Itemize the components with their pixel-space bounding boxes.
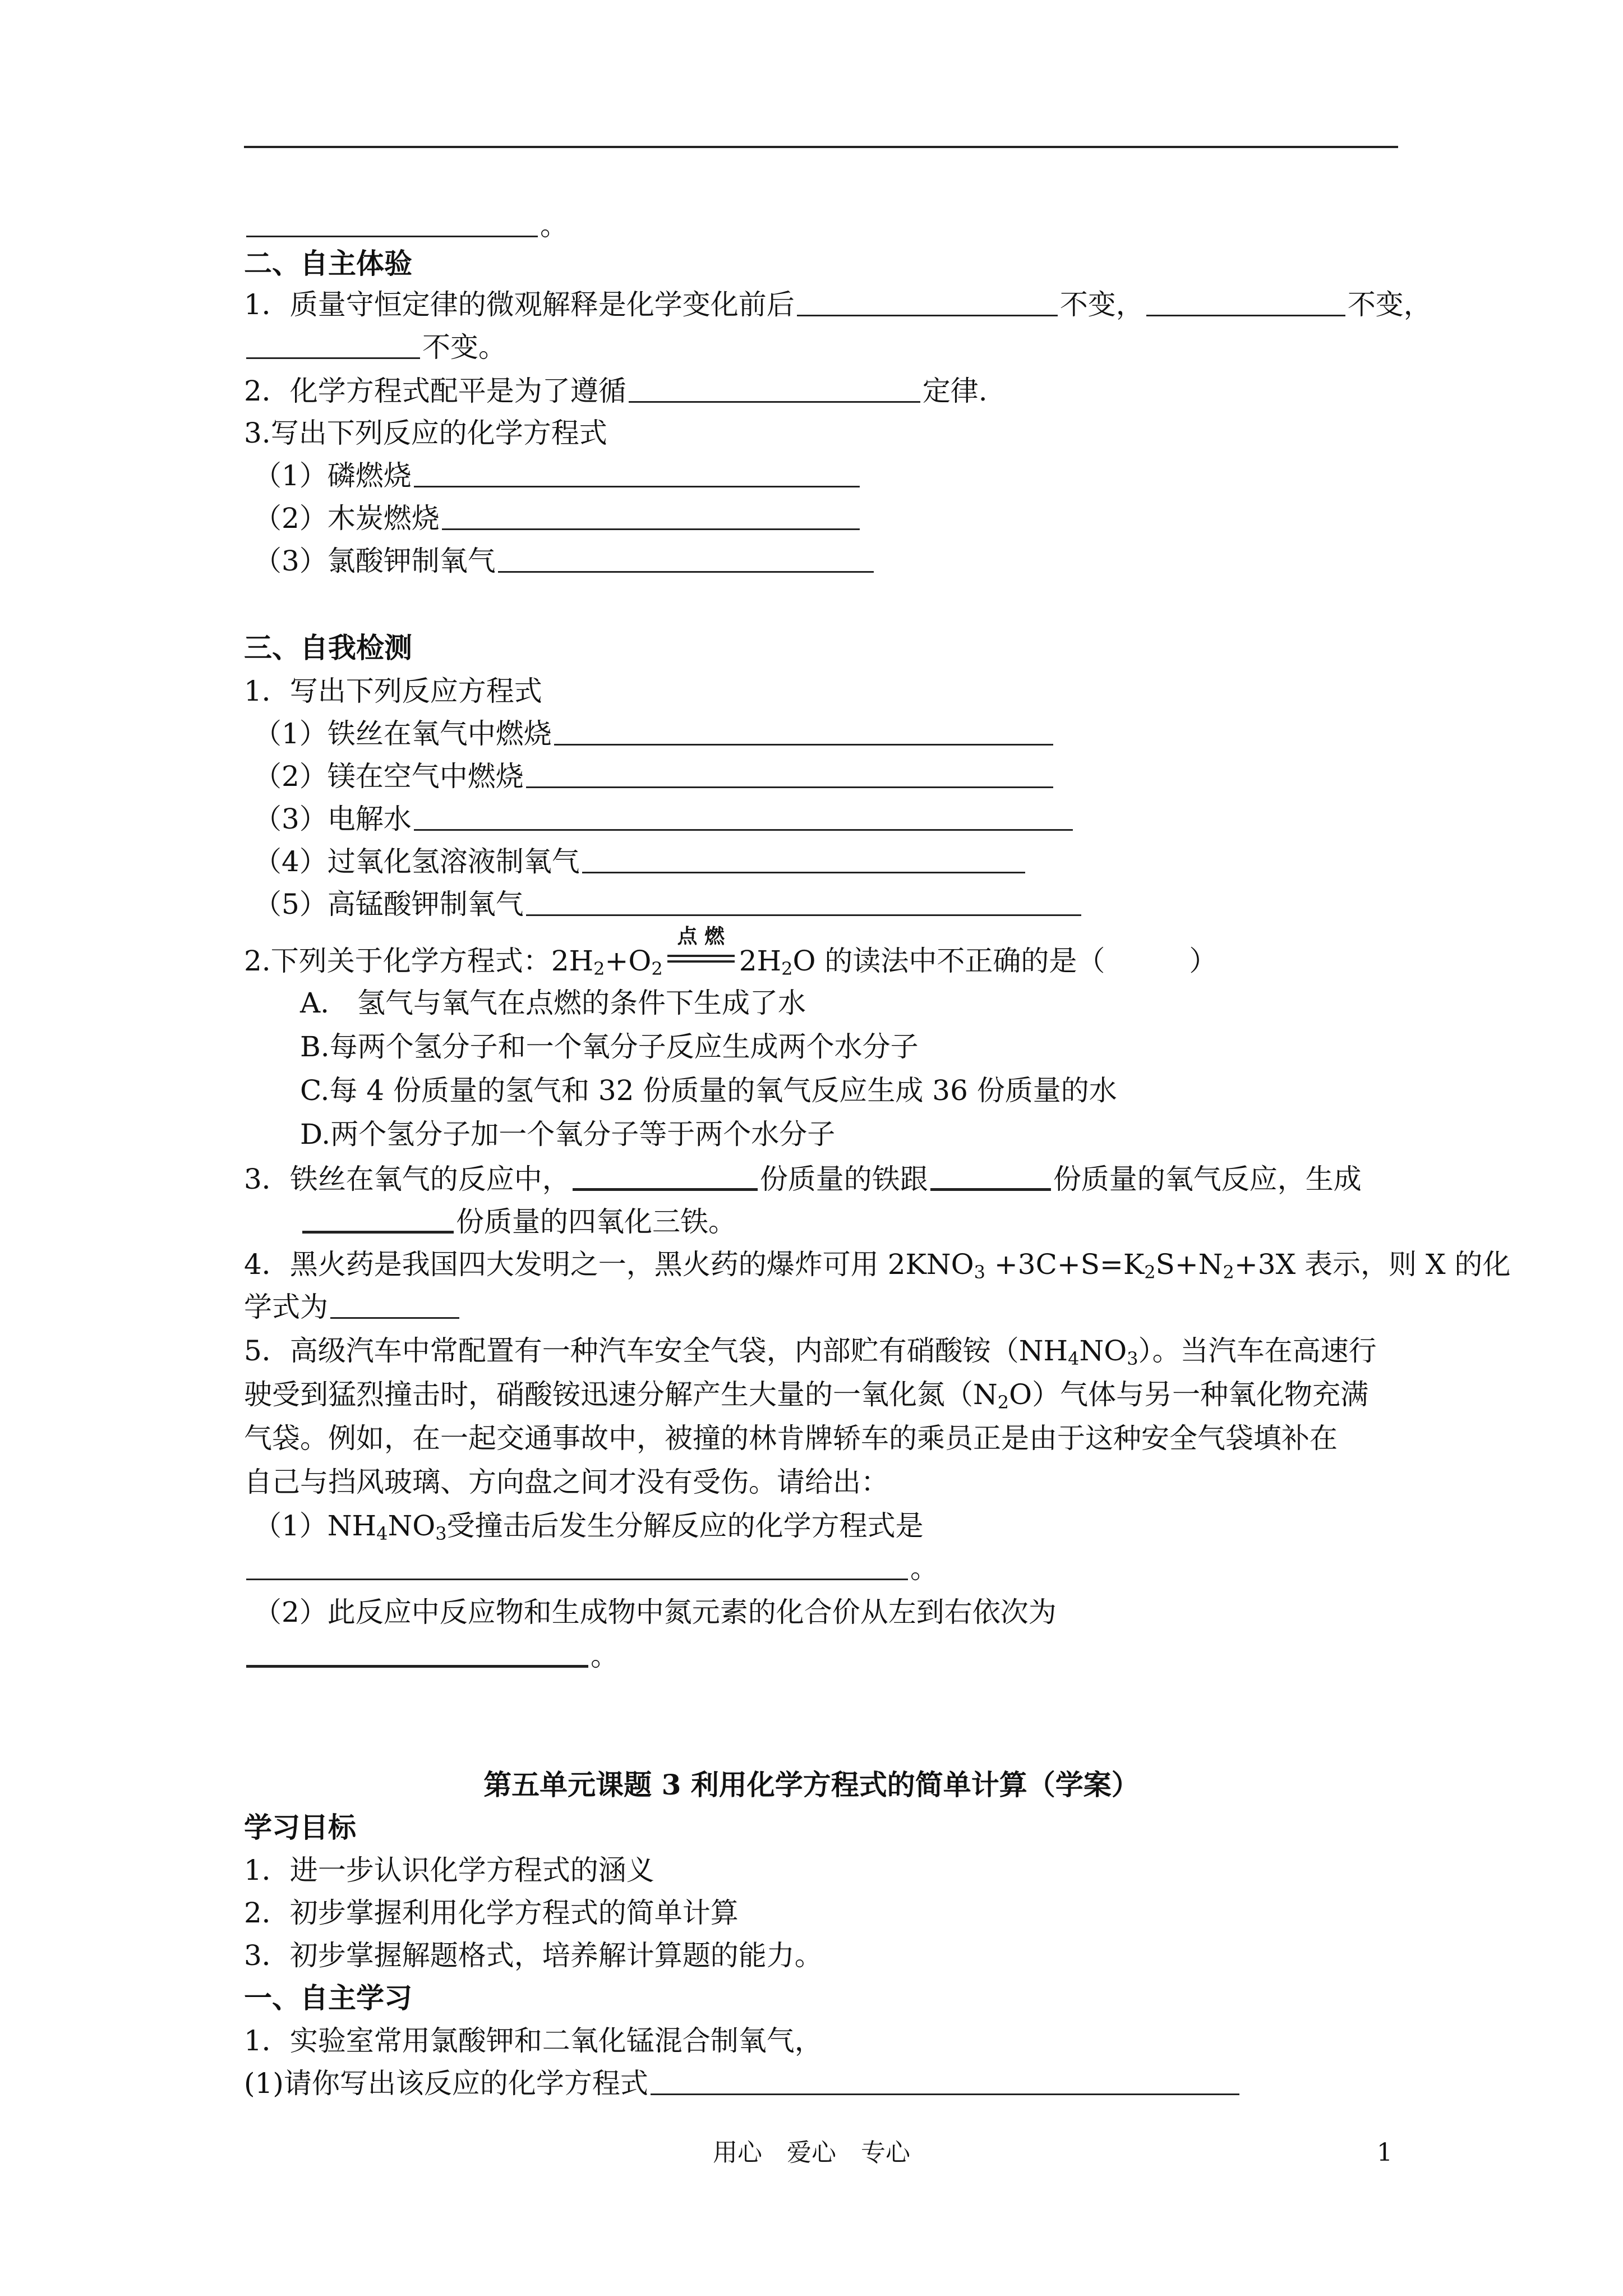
question-3-1: （1）磷燃烧: [253, 459, 862, 493]
test-5-line-1: 5．高级汽车中常配置有一种汽车安全气袋，内部贮有硝酸铵$(NH_4NO_3)$。当汽车在高速行: [244, 1335, 1377, 1369]
goal-2: 2．初步掌握利用化学方程式的简单计算: [244, 1897, 739, 1929]
test-1-1: （1）铁丝在氧气中燃烧: [253, 717, 1055, 751]
answer-blank[interactable]: [526, 890, 1081, 916]
study-1-1: (1)请你写出该反应的化学方程式: [244, 2067, 1242, 2100]
question-1: 1．质量守恒定律的微观解释是化学变化前后 不变， 不变，: [244, 288, 1432, 321]
question-3-3: （3）氯酸钾制氧气: [253, 544, 876, 578]
header-rule: [244, 146, 1398, 148]
answer-blank[interactable]: [573, 1163, 758, 1191]
answer-blank[interactable]: [629, 376, 920, 403]
test-3-cont: 份质量的四氧化三铁。: [300, 1204, 736, 1237]
footer-motto: 用心 爱心 专心: [713, 2138, 910, 2167]
answer-blank[interactable]: [797, 290, 1058, 316]
answer-blank[interactable]: [414, 804, 1073, 831]
test-1: 1．写出下列反应方程式: [244, 675, 542, 707]
answer-blank[interactable]: [498, 546, 874, 573]
option-a[interactable]: A. 氢气与氧气在点燃的条件下生成了水: [300, 987, 806, 1019]
answer-blank[interactable]: [526, 762, 1053, 788]
test-5-line-2: 驶受到猛烈撞击时，硝酸铵迅速分解产生大量的一氧化氮$(N_2O)$气体与另一种氧化物充满: [244, 1378, 1369, 1413]
answer-blank[interactable]: [930, 1163, 1051, 1191]
test-5-line-4: 自己与挡风玻璃、方向盘之间才没有受伤。请给出：: [244, 1466, 889, 1498]
goal-1: 1．进一步认识化学方程式的涵义: [244, 1854, 654, 1887]
test-5-2-answer: 。: [244, 1638, 619, 1672]
answer-blank[interactable]: [246, 211, 538, 237]
test-4: 4．黑火药是我国四大发明之一，黑火药的爆炸可用 $2KNO_3 +3C+S=K_2S+N_2+3X$ 表示，则 X 的化: [244, 1248, 1511, 1283]
option-c[interactable]: C.每 4 份质量的氢气和 32 份质量的氧气反应生成 36 份质量的水: [300, 1074, 1117, 1107]
test-5-2: （2）此反应中反应物和生成物中氮元素的化合价从左到右依次为: [253, 1596, 1057, 1628]
question-1-cont: 不变。: [244, 330, 506, 364]
section-title-self-experience: 二、自主体验: [244, 247, 412, 280]
test-1-4: （4）过氧化氢溶液制氧气: [253, 845, 1027, 878]
answer-blank[interactable]: [246, 1640, 588, 1668]
answer-blank[interactable]: [554, 719, 1053, 746]
answer-blank[interactable]: [330, 1292, 459, 1319]
test-1-3: （3）电解水: [253, 802, 1075, 836]
test-2: 2.下列关于化学方程式：$2H_2+O_2$ 点 燃 $2H_2O$ 的读法中不正确的是（ ）: [244, 925, 1218, 979]
answer-blank[interactable]: [414, 461, 860, 487]
test-5-line-3: 气袋。例如，在一起交通事故中，被撞的林肯牌轿车的乘员正是由于这种安全气袋填补在: [244, 1422, 1338, 1455]
study-1: 1．实验室常用氯酸钾和二氧化锰混合制氧气，: [244, 2024, 823, 2057]
goal-3: 3．初步掌握解题格式，培养解计算题的能力。: [244, 1939, 823, 1972]
test-4-cont: 学式为: [244, 1290, 462, 1324]
question-3-2: （2）木炭燃烧: [253, 501, 862, 535]
reaction-condition-arrow: 点 燃: [667, 942, 735, 970]
learning-goals-title: 学习目标: [244, 1811, 356, 1844]
test-1-5: （5）高锰酸钾制氧气: [253, 887, 1083, 921]
answer-blank[interactable]: [582, 847, 1025, 873]
test-5-1-answer: 。: [244, 1552, 938, 1585]
section-title-self-check: 三、自我检测: [244, 631, 412, 664]
test-3: 3．铁丝在氧气的反应中， 份质量的铁跟 份质量的氧气反应，生成: [244, 1163, 1362, 1195]
unit-title: 第五单元课题 3 利用化学方程式的简单计算（学案）: [483, 1768, 1140, 1801]
answer-blank[interactable]: [651, 2069, 1239, 2095]
answer-blank[interactable]: [442, 504, 860, 530]
answer-blank[interactable]: [246, 1554, 908, 1580]
answer-blank[interactable]: [1146, 290, 1345, 316]
question-3: 3.写出下列反应的化学方程式: [244, 417, 607, 449]
line-continuation: 。: [244, 209, 568, 242]
question-2: 2．化学方程式配平是为了遵循 定律.: [244, 375, 988, 407]
section-title-self-study: 一、自主学习: [244, 1981, 412, 2014]
answer-blank[interactable]: [302, 1206, 454, 1234]
option-b[interactable]: B.每两个氢分子和一个氧分子反应生成两个水分子: [300, 1030, 919, 1063]
test-5-1: $(1)NH_4NO_3$受撞击后发生分解反应的化学方程式是: [253, 1510, 924, 1544]
page-number: 1: [1377, 2138, 1393, 2167]
option-d[interactable]: D.两个氢分子加一个氧分子等于两个水分子: [300, 1118, 836, 1151]
answer-blank[interactable]: [246, 333, 420, 359]
test-1-2: （2）镁在空气中燃烧: [253, 760, 1055, 793]
